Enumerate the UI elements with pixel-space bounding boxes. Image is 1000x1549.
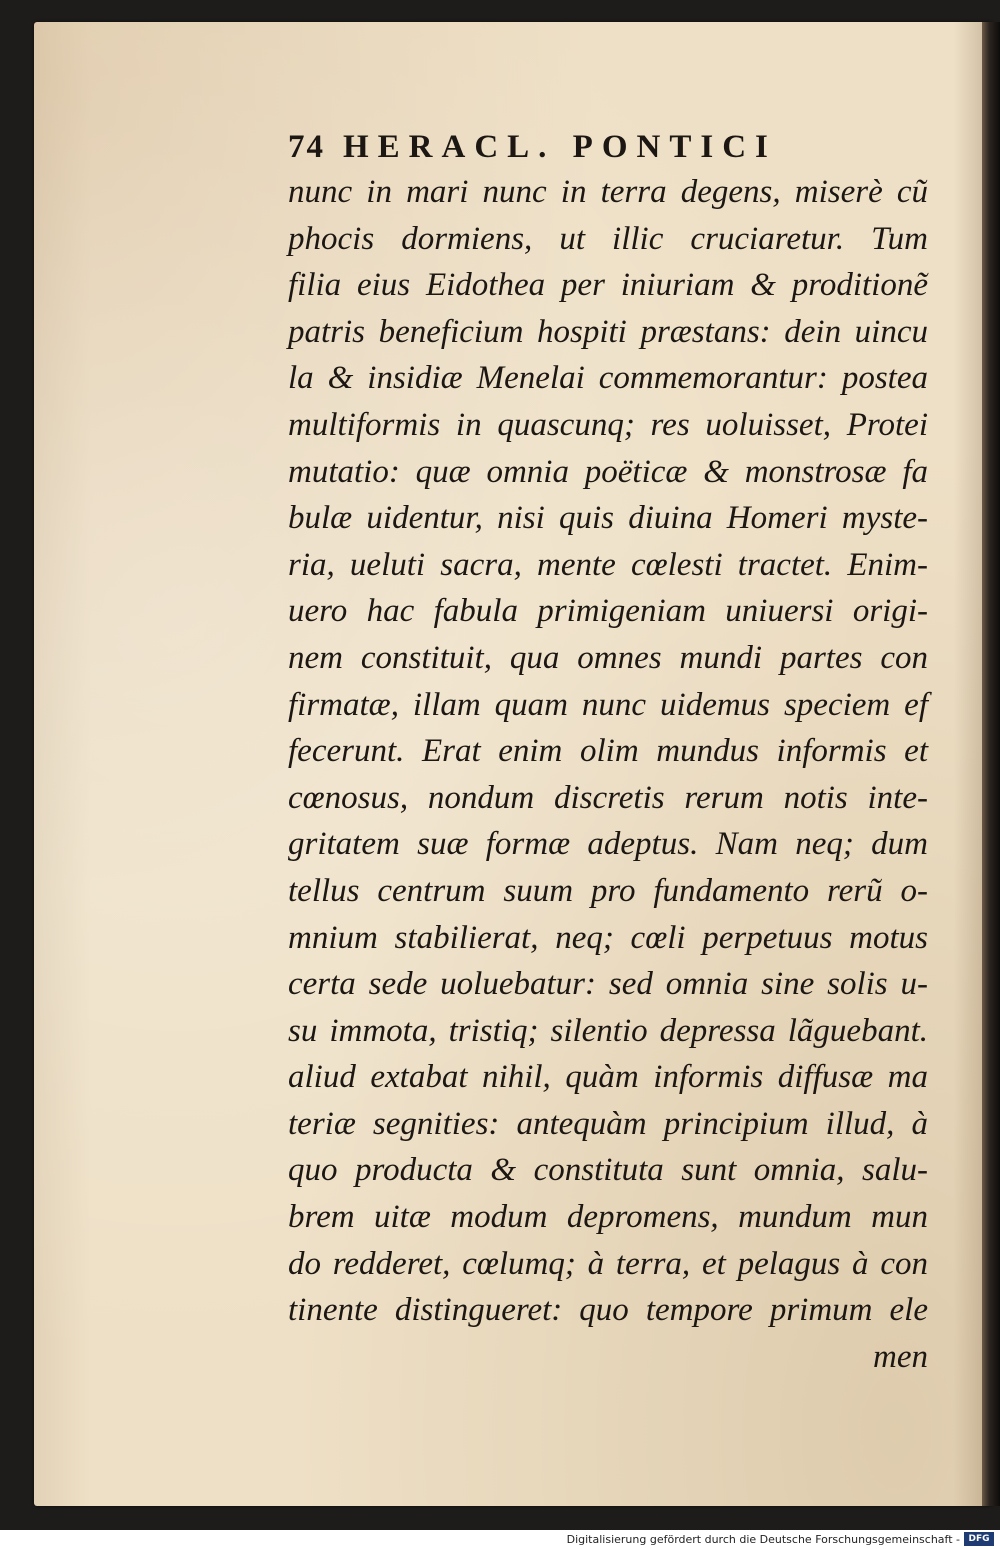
text-line: teriæ segnities: antequàm principium illud, à bbox=[288, 1105, 928, 1142]
text-line: brem uitæ modum depromens, mundum mun bbox=[288, 1199, 928, 1236]
text-line: nem constituit, qua omnes mundi partes con bbox=[288, 639, 928, 676]
text-line: nunc in mari nunc in terra degens, miserè cũ bbox=[288, 174, 928, 210]
text-line: quo producta & constituta sunt omnia, salu- bbox=[288, 1152, 928, 1189]
text-line: tinente distingueret: quo tempore primum ele bbox=[288, 1292, 928, 1329]
text-line: cœnosus, nondum discretis rerum notis inte- bbox=[288, 779, 928, 816]
text-line: fecerunt. Erat enim olim mundus informis et bbox=[288, 733, 928, 770]
text-line: do redderet, cœlumq; à terra, et pelagus à con bbox=[288, 1245, 928, 1282]
text-line: aliud extabat nihil, quàm informis diffusæ ma bbox=[288, 1059, 928, 1096]
running-title: HERACL. PONTICI bbox=[343, 129, 777, 165]
text-line: certa sede uoluebatur: sed omnia sine solis u- bbox=[288, 966, 928, 1003]
book-gutter bbox=[982, 22, 1000, 1506]
text-line: multiformis in quascunq; res uoluisset, Protei bbox=[288, 406, 928, 443]
page-number: 74 bbox=[288, 129, 325, 165]
text-line: phocis dormiens, ut illic cruciaretur. Tum bbox=[288, 220, 928, 257]
dfg-logo: DFG bbox=[964, 1532, 994, 1546]
text-line: firmatæ, illam quam nunc uidemus speciem ef bbox=[288, 686, 928, 723]
running-header bbox=[288, 125, 928, 169]
text-line: bulæ uidentur, nisi quis diuina Homeri myste- bbox=[288, 500, 928, 537]
digitization-credit: Digitalisierung gefördert durch die Deutsche Forschungsgemeinschaft - bbox=[566, 1533, 960, 1546]
text-line: tellus centrum suum pro fundamento rerũ o- bbox=[288, 872, 928, 909]
page-text-block bbox=[288, 125, 928, 1380]
catchword: men bbox=[873, 1338, 928, 1375]
text-line: mnium stabilierat, neq; cœli perpetuus motus bbox=[288, 919, 928, 956]
text-line: su immota, tristiq; silentio depressa lãguebant. bbox=[288, 1012, 928, 1049]
text-line: ria, ueluti sacra, mente cœlesti tractet. Enim- bbox=[288, 546, 928, 583]
text-line: filia eius Eidothea per iniuriam & proditionẽ bbox=[288, 267, 928, 304]
text-line: la & insidiæ Menelai commemorantur: postea bbox=[288, 360, 928, 397]
text-line: uero hac fabula primigeniam uniuersi origi- bbox=[288, 593, 928, 630]
text-line: gritatem suæ formæ adeptus. Nam neq; dum bbox=[288, 826, 928, 863]
text-line: patris beneficium hospiti præstans: dein uincu bbox=[288, 313, 928, 350]
text-line: mutatio: quæ omnia poëticæ & monstrosæ fa bbox=[288, 453, 928, 490]
